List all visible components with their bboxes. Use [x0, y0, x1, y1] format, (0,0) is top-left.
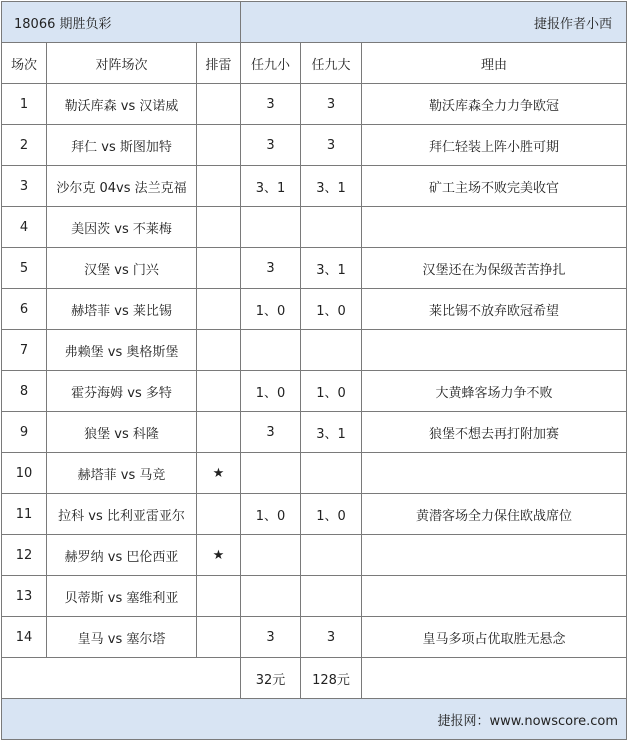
header-row [2, 43, 627, 84]
col-header-r9-small: 任九小 [241, 43, 301, 84]
cell-match-no: 9 [2, 412, 47, 453]
cell-match-no: 10 [2, 453, 47, 494]
cell-mine-flag [197, 330, 241, 371]
cell-r9-big [301, 576, 362, 617]
table-row [2, 289, 627, 330]
cell-reason: 莱比锡不放弃欧冠希望 [362, 289, 627, 330]
cell-r9-small [241, 453, 301, 494]
cell-r9-small: 1、0 [241, 371, 301, 412]
cell-fixture: 赫塔菲 vs 莱比锡 [47, 289, 197, 330]
cell-match-no: 14 [2, 617, 47, 658]
table-row [2, 412, 627, 453]
cell-r9-small: 1、0 [241, 494, 301, 535]
cell-match-no: 2 [2, 125, 47, 166]
cell-reason: 矿工主场不败完美收官 [362, 166, 627, 207]
cell-reason: 大黄蜂客场力争不败 [362, 371, 627, 412]
cell-r9-small [241, 535, 301, 576]
table-row [2, 330, 627, 371]
cell-r9-big: 1、0 [301, 289, 362, 330]
table-row [2, 207, 627, 248]
cell-mine-flag [197, 371, 241, 412]
cell-r9-big: 3 [301, 125, 362, 166]
cell-r9-small: 3、1 [241, 166, 301, 207]
cell-fixture: 美因茨 vs 不莱梅 [47, 207, 197, 248]
table-row [2, 84, 627, 125]
table-row [2, 617, 627, 658]
cell-mine-flag [197, 125, 241, 166]
source-credit: 捷报网：www.nowscore.com [2, 699, 627, 740]
col-header-r9-big: 任九大 [301, 43, 362, 84]
cell-fixture: 霍芬海姆 vs 多特 [47, 371, 197, 412]
col-header-no: 场次 [2, 43, 47, 84]
match-rows [2, 84, 627, 658]
cell-mine-flag [197, 617, 241, 658]
cell-mine-flag [197, 289, 241, 330]
cell-fixture: 勒沃库森 vs 汉诺威 [47, 84, 197, 125]
cell-mine-flag [197, 166, 241, 207]
col-header-match: 对阵场次 [47, 43, 197, 84]
cell-mine-flag [197, 207, 241, 248]
cell-mine-flag [197, 494, 241, 535]
cell-fixture: 赫罗纳 vs 巴伦西亚 [47, 535, 197, 576]
cell-mine-flag: ★ [197, 535, 241, 576]
cell-reason [362, 453, 627, 494]
cell-r9-small: 3 [241, 412, 301, 453]
totals-row [2, 658, 627, 699]
cell-match-no: 4 [2, 207, 47, 248]
col-header-mine: 排雷 [197, 43, 241, 84]
cell-reason [362, 207, 627, 248]
cell-r9-big [301, 453, 362, 494]
cell-match-no: 8 [2, 371, 47, 412]
cell-reason: 汉堡还在为保级苦苦挣扎 [362, 248, 627, 289]
cell-r9-big: 3 [301, 84, 362, 125]
cell-match-no: 13 [2, 576, 47, 617]
table-row [2, 494, 627, 535]
total-r9-small: 32元 [241, 658, 301, 699]
cell-mine-flag [197, 248, 241, 289]
cell-mine-flag: ★ [197, 453, 241, 494]
cell-r9-big: 1、0 [301, 494, 362, 535]
author-label: 捷报作者小西 [241, 2, 627, 43]
cell-match-no: 5 [2, 248, 47, 289]
total-r9-big: 128元 [301, 658, 362, 699]
cell-match-no: 6 [2, 289, 47, 330]
cell-fixture: 贝蒂斯 vs 塞维利亚 [47, 576, 197, 617]
cell-match-no: 1 [2, 84, 47, 125]
cell-r9-big: 3、1 [301, 248, 362, 289]
cell-reason: 拜仁轻装上阵小胜可期 [362, 125, 627, 166]
table-row [2, 535, 627, 576]
cell-mine-flag [197, 84, 241, 125]
table-row [2, 166, 627, 207]
table-row [2, 453, 627, 494]
cell-r9-big: 1、0 [301, 371, 362, 412]
cell-r9-big: 3 [301, 617, 362, 658]
cell-r9-small: 3 [241, 617, 301, 658]
table-row [2, 371, 627, 412]
totals-empty [2, 658, 241, 699]
cell-reason: 勒沃库森全力力争欧冠 [362, 84, 627, 125]
cell-r9-big [301, 207, 362, 248]
table-row [2, 125, 627, 166]
cell-fixture: 沙尔克 04vs 法兰克福 [47, 166, 197, 207]
cell-reason: 狼堡不想去再打附加赛 [362, 412, 627, 453]
col-header-reason: 理由 [362, 43, 627, 84]
cell-reason: 黄潜客场全力保住欧战席位 [362, 494, 627, 535]
cell-r9-small: 3 [241, 125, 301, 166]
cell-reason [362, 576, 627, 617]
cell-r9-small [241, 330, 301, 371]
cell-match-no: 11 [2, 494, 47, 535]
footer-row [2, 699, 627, 740]
cell-r9-big: 3、1 [301, 412, 362, 453]
betting-table-frame [1, 1, 626, 742]
table-row [2, 576, 627, 617]
cell-fixture: 汉堡 vs 门兴 [47, 248, 197, 289]
title-row [2, 2, 627, 43]
totals-empty-reason [362, 658, 627, 699]
cell-fixture: 狼堡 vs 科隆 [47, 412, 197, 453]
issue-title: 18066 期胜负彩 [2, 2, 241, 43]
cell-r9-big [301, 330, 362, 371]
cell-reason [362, 535, 627, 576]
cell-match-no: 3 [2, 166, 47, 207]
table-row [2, 248, 627, 289]
cell-fixture: 皇马 vs 塞尔塔 [47, 617, 197, 658]
cell-reason [362, 330, 627, 371]
cell-match-no: 7 [2, 330, 47, 371]
cell-fixture: 拉科 vs 比利亚雷亚尔 [47, 494, 197, 535]
cell-r9-small: 3 [241, 84, 301, 125]
cell-fixture: 赫塔菲 vs 马竞 [47, 453, 197, 494]
cell-r9-big [301, 535, 362, 576]
cell-r9-small: 3 [241, 248, 301, 289]
cell-r9-big: 3、1 [301, 166, 362, 207]
cell-r9-small [241, 576, 301, 617]
cell-match-no: 12 [2, 535, 47, 576]
cell-mine-flag [197, 412, 241, 453]
lottery-picks-table [1, 1, 627, 740]
cell-mine-flag [197, 576, 241, 617]
cell-fixture: 弗赖堡 vs 奥格斯堡 [47, 330, 197, 371]
cell-r9-small: 1、0 [241, 289, 301, 330]
cell-r9-small [241, 207, 301, 248]
cell-reason: 皇马多项占优取胜无悬念 [362, 617, 627, 658]
cell-fixture: 拜仁 vs 斯图加特 [47, 125, 197, 166]
